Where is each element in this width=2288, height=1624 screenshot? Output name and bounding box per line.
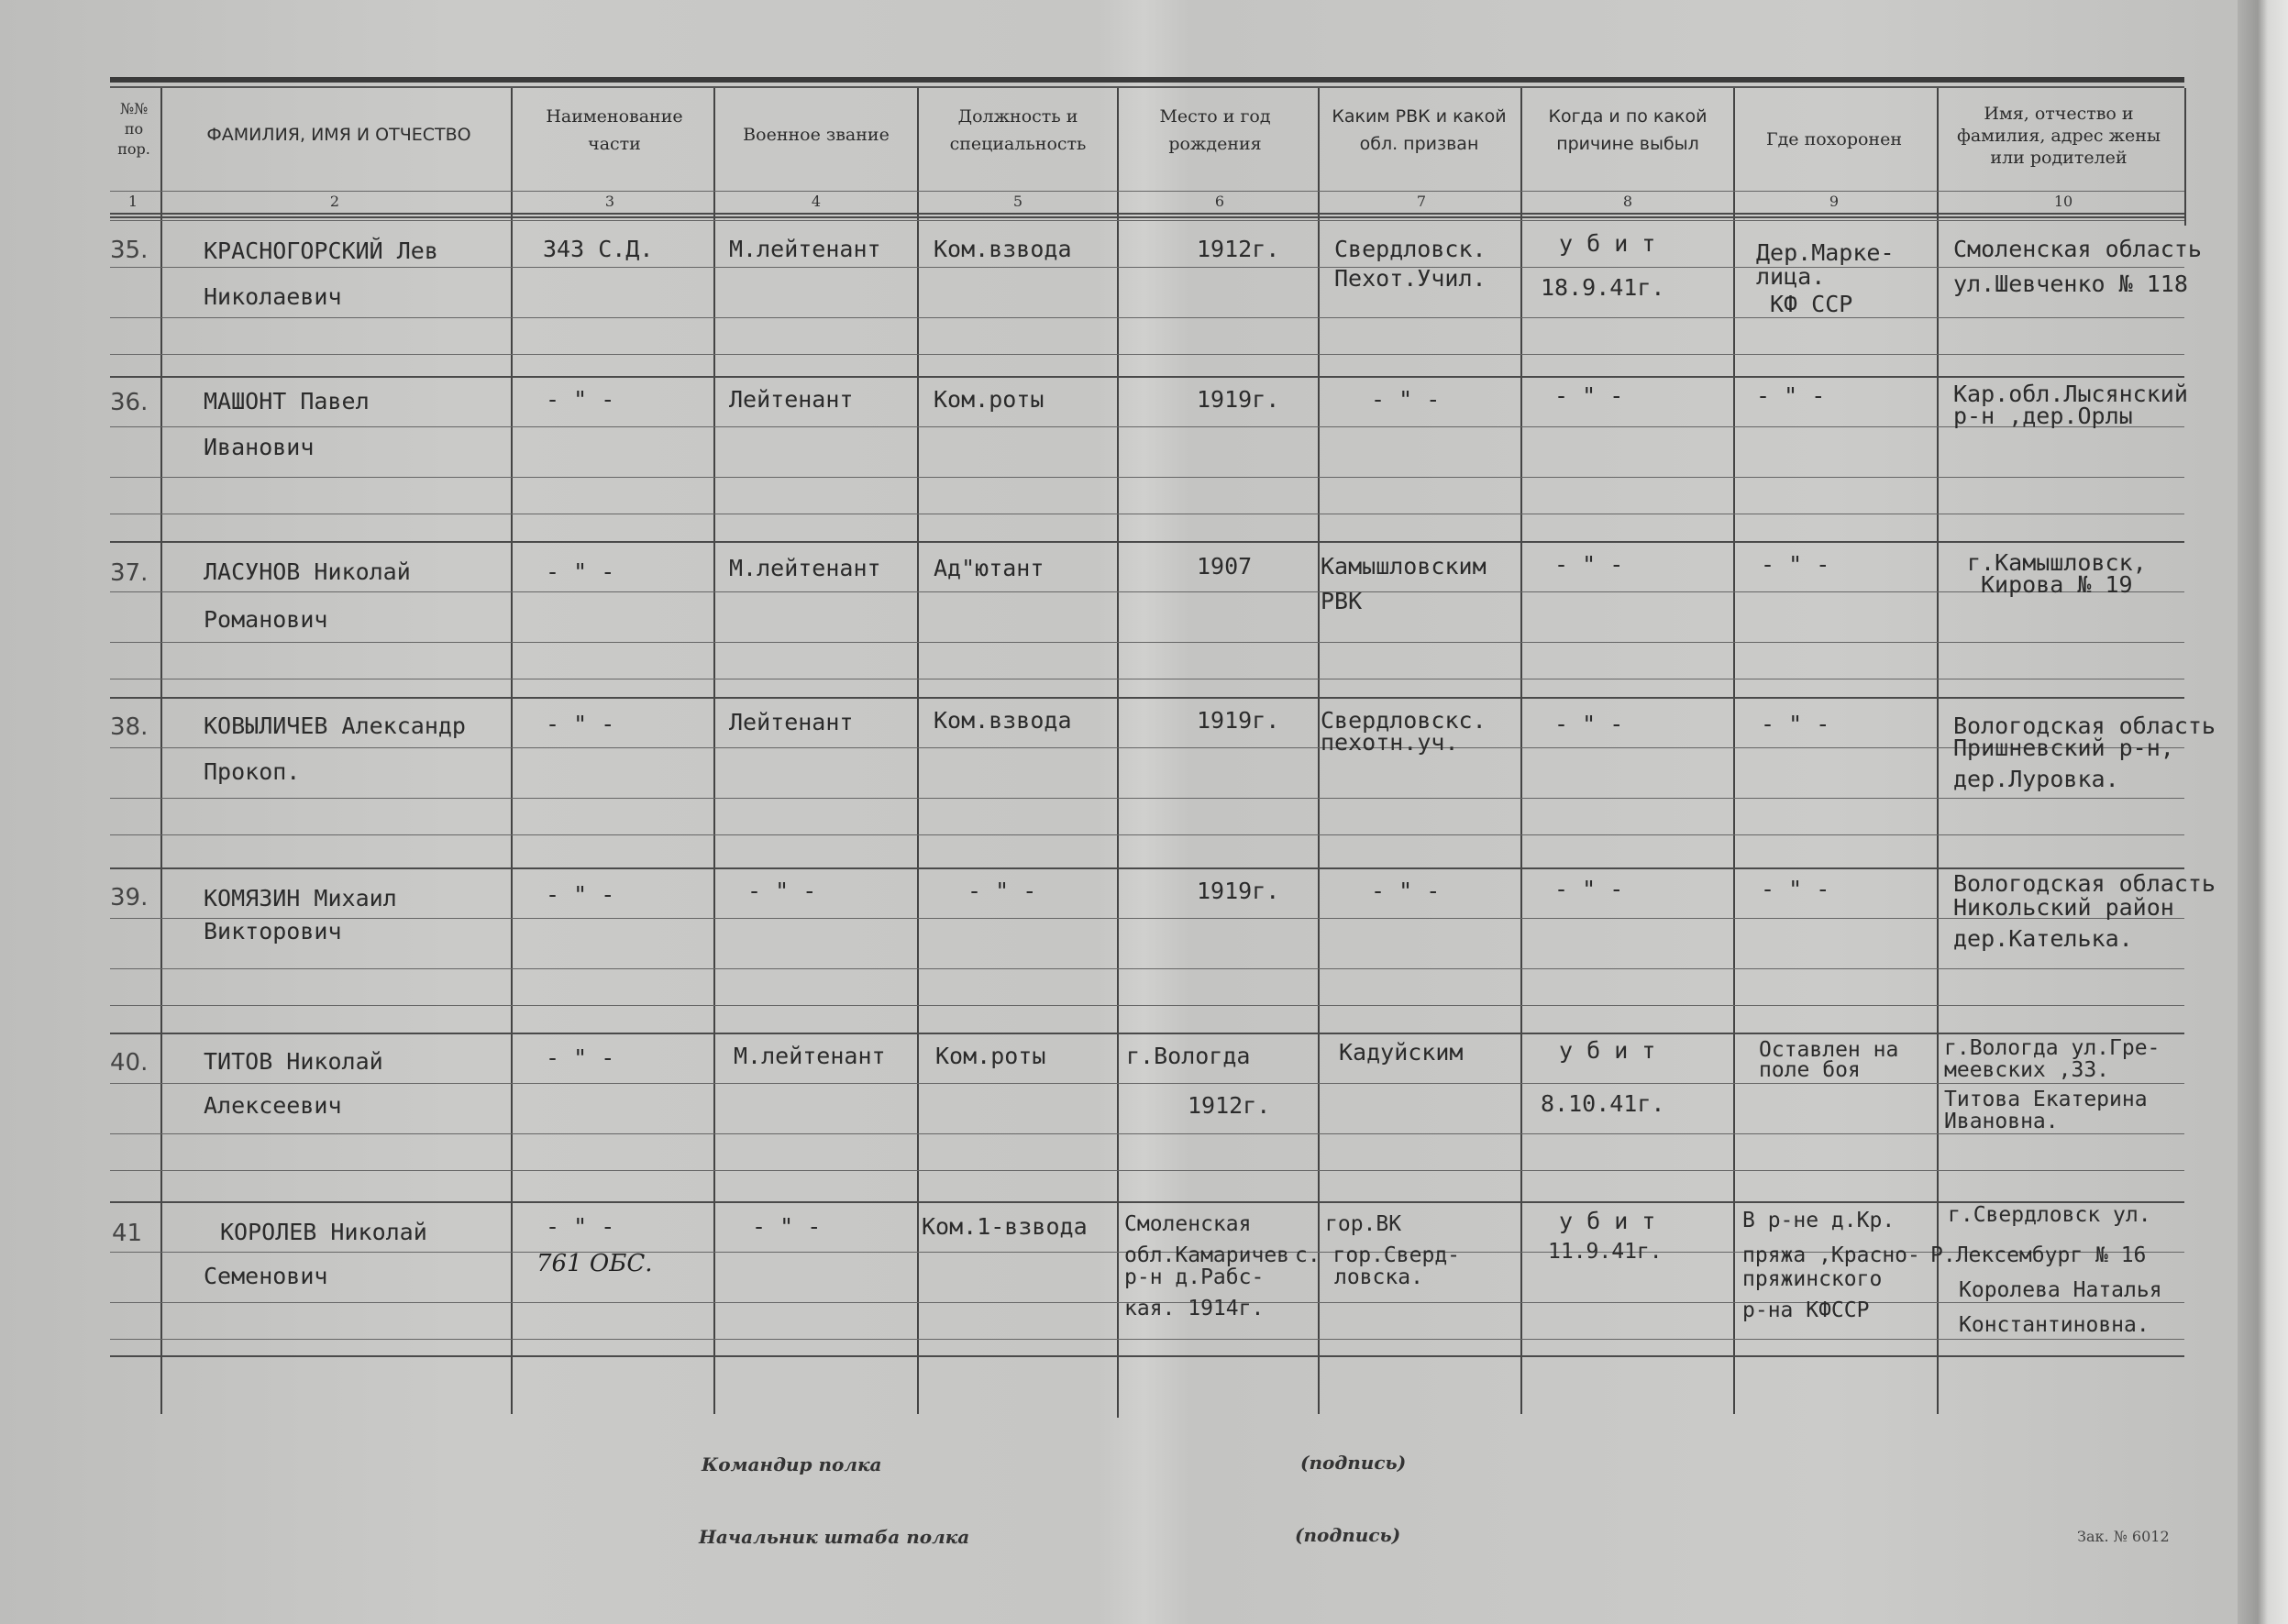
family-line-2: меевских ,33. [1944,1058,2110,1082]
family-line-1: г.Камышловск, [1967,549,2147,576]
when-line-2: 8.10.41г. [1541,1090,1665,1117]
column-rule [511,88,513,1414]
unit-cell: - " - [546,558,615,585]
buried-cell: - " - [1761,551,1830,578]
row-rule [110,642,2184,643]
header-family: Имя, отчество и фамилия, адрес жены или родителей [1956,104,2161,168]
row-rule [110,747,2184,748]
when-cell: - " - [1554,382,1624,409]
post-cell: Ком.роты [934,386,1045,413]
paper-edge [2238,0,2288,1624]
family-line-3: Титова Екатерина [1944,1088,2148,1111]
family-line-1: Кар.обл.Лысянский [1953,381,2188,407]
birth-line-1: г.Вологда [1126,1043,1251,1069]
row-rule [110,1083,2184,1084]
row-rule [110,798,2184,799]
buried-line-3: пряжинского [1742,1267,1883,1291]
when-line-1: у б и т [1559,1208,1656,1234]
row-rule [110,867,2184,869]
header-unit: Наименование части [546,106,683,154]
row-rule [110,1201,2184,1203]
buried-cell: - " - [1761,876,1830,902]
row-number: 41 [112,1220,143,1247]
row-rule [110,354,2184,355]
header-post: Должность и специальность [949,106,1087,154]
top-rule-secondary [110,86,2184,88]
name-line-2: Николаевич [204,283,342,310]
when-line-1: у б и т [1559,1037,1656,1064]
chief-signature-label: (подпись) [1295,1524,1401,1546]
family-line-2: Пришневский р-н, [1953,735,2174,761]
row-rule [110,477,2184,478]
rvk-line-3: ловска. [1334,1265,1423,1289]
rvk-cell: - " - [1371,878,1441,904]
birth-line-2: 1912г. [1188,1092,1271,1119]
col-number-1: 1 [127,193,138,210]
col-number-7: 7 [1416,193,1427,210]
row-rule [110,216,2184,218]
name-line-1: КОВЫЛИЧЕВ Александр [204,713,466,739]
col-number-10: 10 [2053,193,2073,210]
row-number: 37. [110,559,149,587]
buried-line-2: поле боя [1759,1058,1861,1082]
name-line-1: КРАСНОГОРСКИЙ Лев [204,238,438,264]
birth-cell: 1912г. [1197,236,1280,262]
header-name: ФАМИЛИЯ, ИМЯ И ОТЧЕСТВО [206,125,471,145]
post-cell: Ком.1-взвода [922,1213,1088,1240]
rvk-cell: - " - [1371,386,1441,413]
post-cell: Ад"ютант [934,555,1045,581]
when-line-2: 18.9.41г. [1541,274,1665,301]
family-line-2: р-н ,дер.Орлы [1953,403,2133,429]
column-rule [1733,88,1735,1414]
chief-of-staff-label: Начальник штаба полка [699,1526,970,1548]
birth-cell: 1919г. [1197,707,1280,734]
family-line-1: г.Свердловск ул. [1948,1203,2151,1227]
column-rule [1520,88,1522,1414]
rvk-line-1: Свердловскс. [1321,707,1487,734]
row-rule [110,1170,2184,1171]
rank-cell: Лейтенант [729,386,854,413]
column-rule [160,88,162,1414]
buried-line-3: КФ ССР [1770,291,1853,317]
row-rule [110,1005,2184,1006]
col-number-5: 5 [1012,193,1023,210]
when-line-2: 11.9.41г. [1548,1240,1663,1264]
row-rule [110,376,2184,378]
rvk-line-2: Пехот.Учил. [1334,265,1487,292]
birth-cell: 1919г. [1197,878,1280,904]
buried-cell: - " - [1756,382,1826,409]
column-rule [917,88,919,1414]
rank-cell: М.лейтенант [729,555,881,581]
row-rule [110,1339,2184,1340]
row-number: 38. [110,713,149,741]
rank-cell: Лейтенант [729,709,854,735]
unit-cell: - " - [546,711,615,737]
header-rank: Военное звание [743,125,890,145]
family-line-3: Королева Наталья [1959,1278,2162,1302]
family-line-2: Никольский район [1953,894,2174,921]
birth-line-3: р-н д.Рабс- [1124,1265,1265,1289]
post-cell: Ком.взвода [934,236,1072,262]
name-line-1: ТИТОВ Николай [204,1048,383,1075]
rvk-line-1: гор.ВК [1325,1212,1402,1236]
name-line-2: Прокоп. [204,758,301,785]
name-line-1: КОРОЛЕВ Николай [220,1219,427,1245]
col-number-6: 6 [1214,193,1225,210]
birth-line-1: Смоленская [1124,1212,1252,1236]
name-line-2: Романович [204,606,328,633]
name-line-1: ЛАСУНОВ Николай [204,558,411,585]
row-rule [110,918,2184,919]
col-number-2: 2 [329,193,340,210]
rank-cell: - " - [747,878,817,904]
header-num: №№ по пор. [117,100,150,158]
family-line-1: Смоленская область [1953,236,2202,262]
unit-line-2: 761 ОБС. [536,1250,653,1277]
order-number: Зак. № 6012 [2077,1528,2170,1545]
birth-cell: 1907 [1197,553,1253,580]
rvk-line-1: Камышловским [1321,553,1487,580]
row-rule [110,317,2184,318]
rank-cell: М.лейтенант [729,236,881,262]
post-cell: - " - [967,878,1037,904]
when-cell: - " - [1554,551,1624,578]
unit-line-1: - " - [546,1213,615,1240]
post-cell: Ком.роты [935,1043,1046,1069]
column-rule [1117,88,1119,1418]
family-line-1: Вологодская область [1953,870,2216,897]
row-rule [110,1133,2184,1134]
row-rule [110,541,2184,543]
family-line-1: Вологодская область [1953,713,2216,739]
commander-signature-label: (подпись) [1300,1452,1407,1474]
buried-line-4: р-на КФССР [1742,1298,1870,1322]
commander-label: Командир полка [702,1453,882,1475]
when-cell: - " - [1554,876,1624,902]
column-rule [2184,88,2186,226]
name-line-1: КОМЯЗИН Михаил [204,885,397,911]
family-line-2: Кирова № 19 [1981,571,2133,598]
rvk-line-2: пехотн.уч. [1321,729,1459,756]
column-rule [1937,88,1939,1414]
family-line-2: Р.Лексембург № 16 [1930,1243,2147,1267]
table-bottom-rule [110,1355,2184,1357]
rank-cell: М.лейтенант [734,1043,886,1069]
unit-cell: 343 С.Д. [543,236,654,262]
rvk-line-1: Свердловск. [1334,236,1487,262]
buried-cell: - " - [1761,711,1830,737]
col-number-4: 4 [811,193,822,210]
when-line-1: у б и т [1559,230,1656,257]
column-rule [713,88,715,1414]
header-rvk: Каким РВК и какой обл. призван [1332,106,1507,154]
row-number: 40. [110,1049,149,1077]
row-number: 35. [110,237,149,264]
family-line-4: Ивановна. [1944,1110,2059,1133]
name-line-2: Иванович [204,434,315,460]
birth-cell: 1919г. [1197,386,1280,413]
family-line-1: г.Вологда ул.Гре- [1944,1036,2161,1060]
row-rule [110,968,2184,969]
family-line-4: Константиновна. [1959,1313,2150,1337]
row-rule [110,1033,2184,1034]
row-rule [110,834,2184,835]
name-line-2: Семенович [204,1263,328,1289]
unit-cell: - " - [546,1044,615,1071]
rvk-line-2: с. гор.Сверд- [1295,1243,1461,1267]
when-cell: - " - [1554,711,1624,737]
top-rule [110,77,2184,83]
row-rule [110,426,2184,427]
header-birth: Место и год рождения [1159,106,1271,154]
unit-cell: - " - [546,881,615,908]
family-line-2: ул.Шевченко № 118 [1953,271,2188,297]
header-when: Когда и по какой причине выбыл [1548,106,1708,154]
rank-cell: - " - [752,1213,822,1240]
rvk-cell: Кадуйским [1339,1039,1464,1066]
buried-line-2: пряжа ,Красно- [1742,1243,1920,1267]
birth-line-4: кая. 1914г. [1124,1297,1265,1320]
buried-line-1: Дер.Марке- [1756,239,1895,266]
col-number-3: 3 [604,193,615,210]
header-divider [110,191,2184,192]
rvk-line-2: РВК [1321,588,1363,614]
family-line-3: дер.Кателька. [1953,925,2133,952]
column-rule [1318,88,1320,1414]
col-number-9: 9 [1829,193,1840,210]
unit-cell: - " - [546,386,615,413]
family-line-3: дер.Луровка. [1953,766,2119,792]
header-bottom-rule [110,220,2184,221]
name-line-2: Викторович [204,918,342,945]
name-line-1: МАШОНТ Павел [204,388,370,414]
name-line-2: Алексеевич [204,1092,342,1119]
buried-line-1: Оставлен на [1759,1038,1899,1062]
row-number: 36. [110,389,149,416]
header-bottom-rule [110,213,2184,215]
buried-line-2: лица. [1756,263,1826,290]
post-cell: Ком.взвода [934,707,1072,734]
header-buried: Где похоронен [1766,129,1902,149]
row-rule [110,697,2184,699]
row-rule [110,591,2184,592]
col-number-8: 8 [1622,193,1633,210]
birth-line-2: обл.Камаричев [1124,1243,1290,1267]
buried-line-1: В р-не д.Кр. [1742,1209,1896,1232]
row-number: 39. [110,884,149,911]
